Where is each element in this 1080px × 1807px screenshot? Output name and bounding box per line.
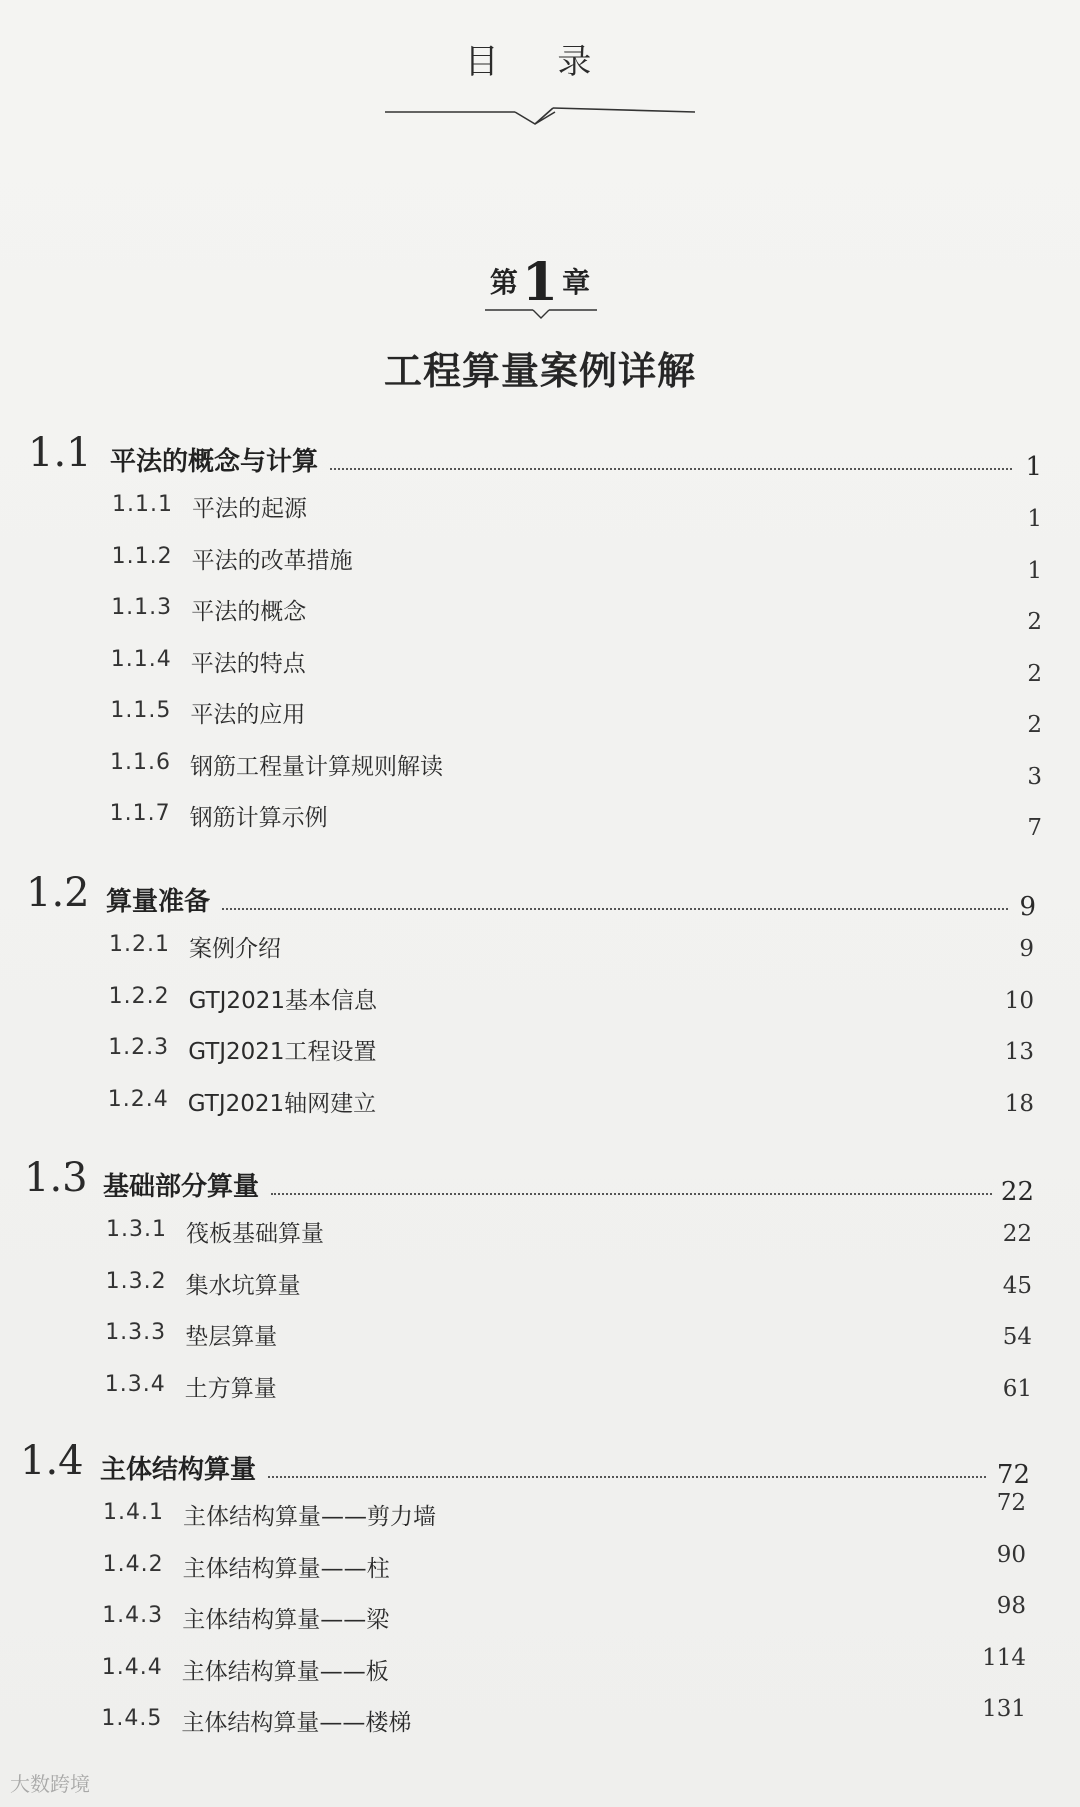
section-number: 1.4 [20,1438,84,1484]
entry-page-number: 98 [996,1593,1026,1619]
entry-page-number: 7 [1027,815,1042,841]
entry-page-number: 3 [1027,763,1042,790]
entry-page-number: 13 [1004,1039,1034,1065]
entry-page-number: 18 [1004,1090,1034,1117]
toc-section [0,1157,1080,1413]
toc-entry[interactable] [0,637,1080,689]
entry-number: 1.3.4 [104,1371,166,1397]
dot-leader [222,908,1008,910]
toc-entry[interactable] [0,1490,1080,1542]
entry-number: 1.4.2 [102,1551,164,1577]
entry-title: 平法的概念 [191,599,307,625]
toc-section [0,1440,1080,1748]
section-page-number: 72 [996,1460,1030,1490]
entry-number: 1.4.5 [101,1706,163,1731]
toc-entry[interactable] [0,922,1080,974]
chapter-title: 工程算量案例详解 [383,349,696,393]
chapter-suffix: 章 [562,266,591,299]
toc-section [0,432,1080,843]
entry-number: 1.1.2 [111,543,173,569]
chapter-prefix: 第 [489,266,518,299]
entry-number: 1.4.4 [101,1654,163,1680]
entry-page-number: 10 [1004,987,1034,1014]
section-title: 平法的概念与计算 [110,447,319,477]
toc-entry[interactable] [0,974,1080,1026]
toc-section-heading[interactable] [0,432,1080,482]
toc-entry[interactable] [0,740,1080,792]
chapter-divider [485,304,597,322]
toc-entry[interactable] [0,585,1080,637]
entry-title: 平法的改革措施 [191,547,353,574]
toc-entry[interactable] [0,688,1080,740]
dot-leader [271,1193,992,1195]
section-number: 1.2 [26,870,90,916]
entry-number: 1.1.3 [111,595,173,620]
toc-section-heading[interactable] [0,1157,1080,1207]
entry-number: 1.1.1 [112,492,173,517]
section-page-number: 22 [1000,1177,1034,1207]
entry-number: 1.4.3 [102,1603,164,1628]
toc-entry[interactable] [0,791,1080,843]
toc-entry[interactable] [0,1645,1080,1697]
entry-number: 1.1.5 [110,698,172,723]
section-number: 1.3 [24,1155,88,1201]
section-page-number: 1 [1025,452,1042,482]
entry-title: 平法的应用 [190,702,306,728]
toc-entry[interactable] [0,534,1080,586]
entry-page-number: 22 [1002,1221,1032,1247]
entry-title: 钢筋计算示例 [189,805,328,831]
entry-title: 垫层算量 [185,1324,278,1350]
toc-entry[interactable] [0,1593,1080,1645]
entry-page-number: 90 [996,1541,1026,1568]
entry-number: 1.1.7 [109,801,171,826]
entry-number: 1.3.2 [105,1268,167,1294]
toc-entry[interactable] [0,482,1080,534]
toc-section-heading[interactable] [0,1440,1080,1490]
toc-entry[interactable] [0,1696,1080,1748]
toc-section-heading[interactable] [0,872,1080,922]
entry-title: 主体结构算量——板 [181,1658,389,1685]
entry-page-number: 131 [982,1696,1026,1722]
entry-page-number: 54 [1002,1324,1032,1350]
entry-number: 1.2.4 [107,1086,169,1112]
entry-number: 1.1.6 [110,749,171,775]
dot-leader [330,468,1012,470]
section-number: 1.1 [28,430,92,476]
entry-number: 1.1.4 [110,646,172,672]
entry-title: GTJ2021轴网建立 [187,1090,377,1117]
entry-title: 主体结构算量——梁 [182,1607,390,1633]
entry-page-number: 1 [1027,557,1042,584]
entry-page-number: 1 [1027,506,1042,532]
entry-number: 1.4.1 [103,1500,164,1525]
entry-title: 筏板基础算量 [186,1221,324,1247]
entry-page-number: 2 [1027,712,1042,738]
entry-title: GTJ2021工程设置 [188,1039,377,1065]
entry-title: 主体结构算量——柱 [182,1555,390,1582]
entry-title: 平法的特点 [190,650,306,677]
toc-section [0,872,1080,1128]
entry-title: 钢筋工程量计算规则解读 [190,753,443,780]
entry-title: 平法的起源 [192,496,307,522]
entry-number: 1.2.3 [108,1035,170,1060]
section-title: 主体结构算量 [100,1455,257,1485]
entry-title: 土方算量 [184,1375,277,1402]
entry-page-number: 114 [982,1644,1026,1671]
entry-page-number: 2 [1027,660,1042,687]
watermark: 大数跨境 [10,1772,90,1796]
toc-entry[interactable] [0,1259,1080,1311]
chapter-number: 1 [521,252,559,313]
entry-title: 集水坑算量 [185,1272,301,1299]
toc-entry[interactable] [0,1025,1080,1077]
section-title: 基础部分算量 [103,1172,260,1202]
entry-title: 主体结构算量——剪力墙 [183,1504,436,1530]
entry-number: 1.3.1 [106,1217,167,1242]
entry-page-number: 9 [1019,936,1034,962]
entry-number: 1.2.2 [108,983,170,1009]
section-title: 算量准备 [106,887,211,917]
toc-title: 目 录 [464,42,616,82]
toc-entry[interactable] [0,1310,1080,1362]
dot-leader [268,1476,986,1478]
entry-page-number: 2 [1027,609,1042,635]
toc-entry[interactable] [0,1542,1080,1594]
title-divider [385,96,695,126]
toc-entry[interactable] [0,1077,1080,1129]
entry-title: GTJ2021基本信息 [188,987,377,1014]
entry-page-number: 72 [996,1490,1026,1516]
entry-page-number: 45 [1002,1272,1032,1299]
entry-number: 1.2.1 [109,932,170,957]
toc-entry[interactable] [0,1207,1080,1259]
entry-page-number: 61 [1002,1375,1032,1402]
toc-entry[interactable] [0,1362,1080,1414]
entry-number: 1.3.3 [105,1320,167,1345]
entry-title: 案例介绍 [189,936,281,962]
entry-title: 主体结构算量——楼梯 [181,1710,412,1736]
section-page-number: 9 [1019,892,1036,922]
